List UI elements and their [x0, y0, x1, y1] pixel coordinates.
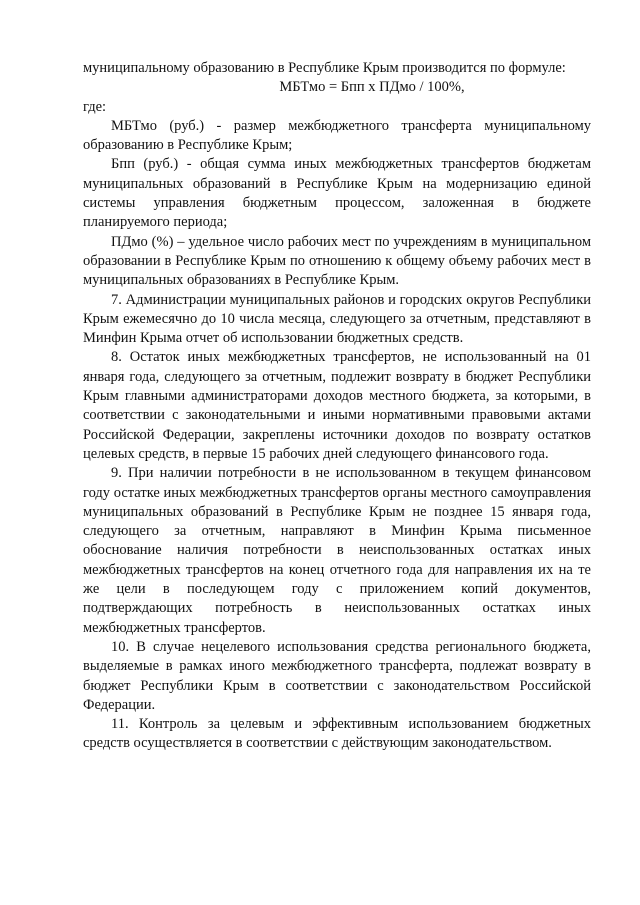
formula: МБТмо = Бпп х ПДмо / 100%, [279, 79, 465, 96]
definition-bpp: Бпп (руб.) - общая сумма иных межбюджетных трансфертов бюджетам муниципальных образований в Республике Крым на модернизацию единой системы управления бюджетным процессом, заложенная в бюджете планируемого периода; [83, 156, 591, 231]
formula-where-label: где: [83, 98, 107, 115]
clause-7: 7. Администрации муниципальных районов и городских округов Республики Крым ежемесячно до 10 числа месяца, следующего за отчетным, представляют в Минфин Крыма отчет об использовании бюджетных средств. [83, 291, 591, 347]
clause-9: 9. При наличии потребности в не использованном в текущем финансовом году остатке иных межбюджетных трансфертов органы местного самоуправления муниципальных образований в Республике Крым не позднее 15 января года, следующего за отчетным, направляют в Минфин Крыма письменное обоснование наличия потребности в неиспользованных остатках иных межбюджетных трансфертов на конец отчетного года для направления их на те же цели в последующем году с приложением копий документов, подтверждающих потребность в неиспользованных остатках иных межбюджетных трансфертов. [83, 465, 591, 636]
clause-11: 11. Контроль за целевым и эффективным использованием бюджетных средств осуществляется в соответствии с действующим законодательством. [83, 716, 591, 752]
clause-8: 8. Остаток иных межбюджетных трансфертов, не использованный на 01 января года, следующего за отчетным, подлежит возврату в бюджет Республики Крым главными администраторами доходов местного бюджета, за которыми, в соответствии с законодательными и иными нормативными правовыми актами Российской Федерации, закреплены источники доходов по возврату остатков целевых средств, в первые 15 рабочих дней следующего финансового года. [83, 349, 591, 462]
clause-10: 10. В случае нецелевого использования средства регионального бюджета, выделяемые в рамках иного межбюджетного трансферта, подлежат возврату в бюджет Республики Крым в соответствии с законодательством Российской Федерации. [83, 638, 591, 713]
paragraph-formula-intro: муниципальному образованию в Республике Крым производится по формуле: [83, 60, 566, 76]
document-body [83, 59, 591, 754]
definition-pdmo: ПДмо (%) – удельное число рабочих мест по учреждениям в муниципальном образовании в Республике Крым по отношению к общему объему рабочих мест в муниципальных образованиях в Республике Крым. [83, 233, 591, 289]
definition-mbtmo: МБТмо (руб.) - размер межбюджетного трансферта муниципальному образованию в Республике Крым; [83, 117, 591, 154]
